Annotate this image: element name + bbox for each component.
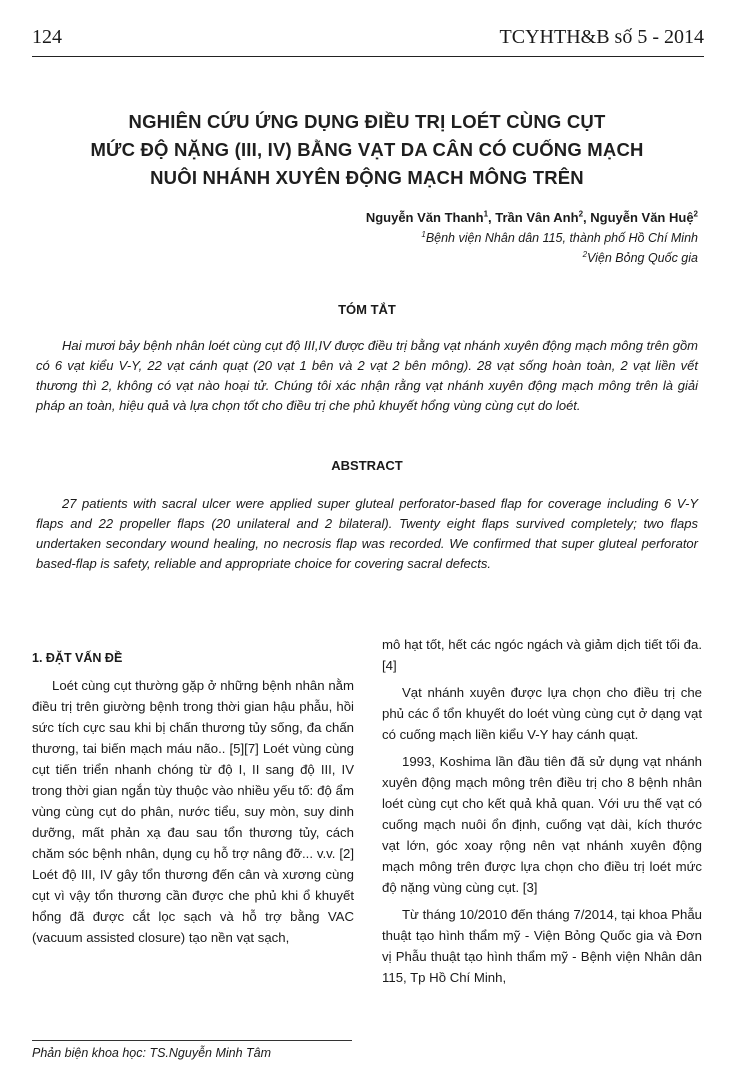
summary-text [36, 336, 698, 416]
right-paragraph-3: Từ tháng 10/2010 đến tháng 7/2014, tại khoa Phẫu thuật tạo hình thẩm mỹ - Viện Bỏng Quốc gia và Đơn vị Phẫu thuật tạo hình thẩm mỹ - Bệnh viện Nhân dân 115, Tp Hồ Chí Minh, [382, 907, 702, 985]
author-2: Trần Vân Anh [495, 210, 579, 225]
page-number: 124 [32, 26, 62, 48]
title-line-2: MỨC ĐỘ NẶNG (III, IV) BẰNG VẠT DA CÂN CÓ CUỐNG MẠCH [90, 139, 644, 160]
header-rule [32, 56, 704, 57]
abstract-text [36, 494, 698, 574]
article-title [40, 108, 694, 192]
author-2-sup: 2 [578, 209, 584, 219]
right-paragraph-2: 1993, Koshima lần đầu tiên đã sử dụng vạt nhánh xuyên động mạch mông trên điều trị cho 8 bệnh nhân loét cùng cụt cho kết quả khả quan. Với ưu thế vạt có cuống mạch nuôi ổn định, cuống vạt dài, kích thước vạt lớn, góc xoay rộng nên vạt nhánh xuyên động mạch mông trên được lựa chọn cho điều trị loét mức độ nặng vùng cùng cụt. [3] [382, 754, 702, 895]
right-paragraph-1: Vạt nhánh xuyên được lựa chọn cho điều trị che phủ các ổ tổn khuyết do loét vùng cùng cụt ở dạng vạt có cuống mạch liền kiểu V-Y hay cánh quạt. [382, 685, 702, 742]
affiliation-1-text: Bệnh viện Nhân dân 115, thành phố Hồ Chí Minh [425, 231, 698, 245]
author-sep-1: , [488, 210, 496, 225]
summary-body: Hai mươi bảy bệnh nhân loét cùng cụt độ III,IV được điều trị bằng vạt nhánh xuyên động mạch mông trên gồm có 6 vạt kiểu V-Y, 22 vạt cánh quạt (20 vạt 1 bên và 2 vạt 2 bên mông). 28 vạt sống hoàn toàn, 2 vạt liền vết thương thì 2, không có vạt nào hoại tử. Chúng tôi xác nhận rằng vạt nhánh xuyên động mạch mông trên là giải pháp an toàn, hiệu quả và lựa chọn tốt cho điều trị che phủ khuyết hổng vùng cùng cụt do loét. [36, 338, 698, 413]
title-line-1: NGHIÊN CỨU ỨNG DỤNG ĐIỀU TRỊ LOÉT CÙNG CỤT [128, 111, 606, 132]
title-line-3: NUÔI NHÁNH XUYÊN ĐỘNG MẠCH MÔNG TRÊN [150, 167, 584, 188]
authors-block [366, 208, 698, 268]
footnote-rule [32, 1040, 352, 1041]
affiliation-2 [366, 248, 698, 268]
abstract-body: 27 patients with sacral ulcer were applied super gluteal perforator-based flap for coverage including 6 V-Y flaps and 22 propeller flaps (20 unilateral and 2 bilateral). Twenty eight flaps survived completely; two flaps undertaken secondary wound healing, no necrosis flap was recorded. We confirmed that super gluteal perforator based-flap is safety, reliable and appropriate choice for covering sacral defects. [36, 496, 698, 571]
left-paragraph-1: Loét cùng cụt thường gặp ở những bệnh nhân nằm điều trị trên giường bệnh trong thời gian hậu phẫu, hồi sức tích cực sau khi bị chấn thương tủy sống, đa chấn thương, tai biến mạch máu não.. [5][7] Loét vùng cùng cụt tiến triển nhanh chóng từ độ I, II sang độ III, IV trong thời gian ngắn tùy thuộc vào nhiều yếu tố: độ ẩm vùng cùng cụt do phân, nước tiểu, suy mòn, suy dinh dưỡng, mất phản xạ đau sau tổn thương tủy, cách chăm sóc bệnh nhân, dụng cụ hỗ trợ nâng đỡ... v.v. [2] Loét độ III, IV gây tổn thương đến cân và xương cùng cụt vì vậy tổn thương cần được che phủ khi ổ khuyết hổng đã được cắt lọc sạch và hỗ trợ bằng VAC (vacuum assisted closure) tạo nền vạt sạch, [32, 678, 354, 945]
author-sep-2: , [583, 210, 591, 225]
journal-issue: TCYHTH&B số 5 - 2014 [499, 26, 704, 48]
author-3-sup: 2 [693, 209, 698, 219]
abstract-heading: ABSTRACT [331, 458, 403, 473]
summary-heading: TÓM TẮT [338, 302, 396, 317]
right-paragraph-0: mô hạt tốt, hết các ngóc ngách và giảm dịch tiết tối đa. [4] [382, 637, 702, 673]
author-1: Nguyễn Văn Thanh [365, 210, 484, 225]
right-column [382, 634, 702, 994]
affiliation-2-sup: 2 [582, 249, 588, 259]
reviewer-footnote: Phản biện khoa học: TS.Nguyễn Minh Tâm [32, 1046, 272, 1060]
affiliation-1 [366, 228, 698, 248]
author-1-sup: 1 [483, 209, 489, 219]
page-header [32, 26, 704, 56]
affiliation-1-sup: 1 [421, 229, 426, 239]
section-1-heading: 1. ĐẶT VẤN ĐỀ [32, 651, 123, 665]
author-names [366, 208, 698, 228]
left-column [32, 648, 354, 954]
affiliation-2-text: Viện Bỏng Quốc gia [587, 251, 698, 265]
author-3: Nguyễn Văn Huệ [590, 210, 694, 225]
